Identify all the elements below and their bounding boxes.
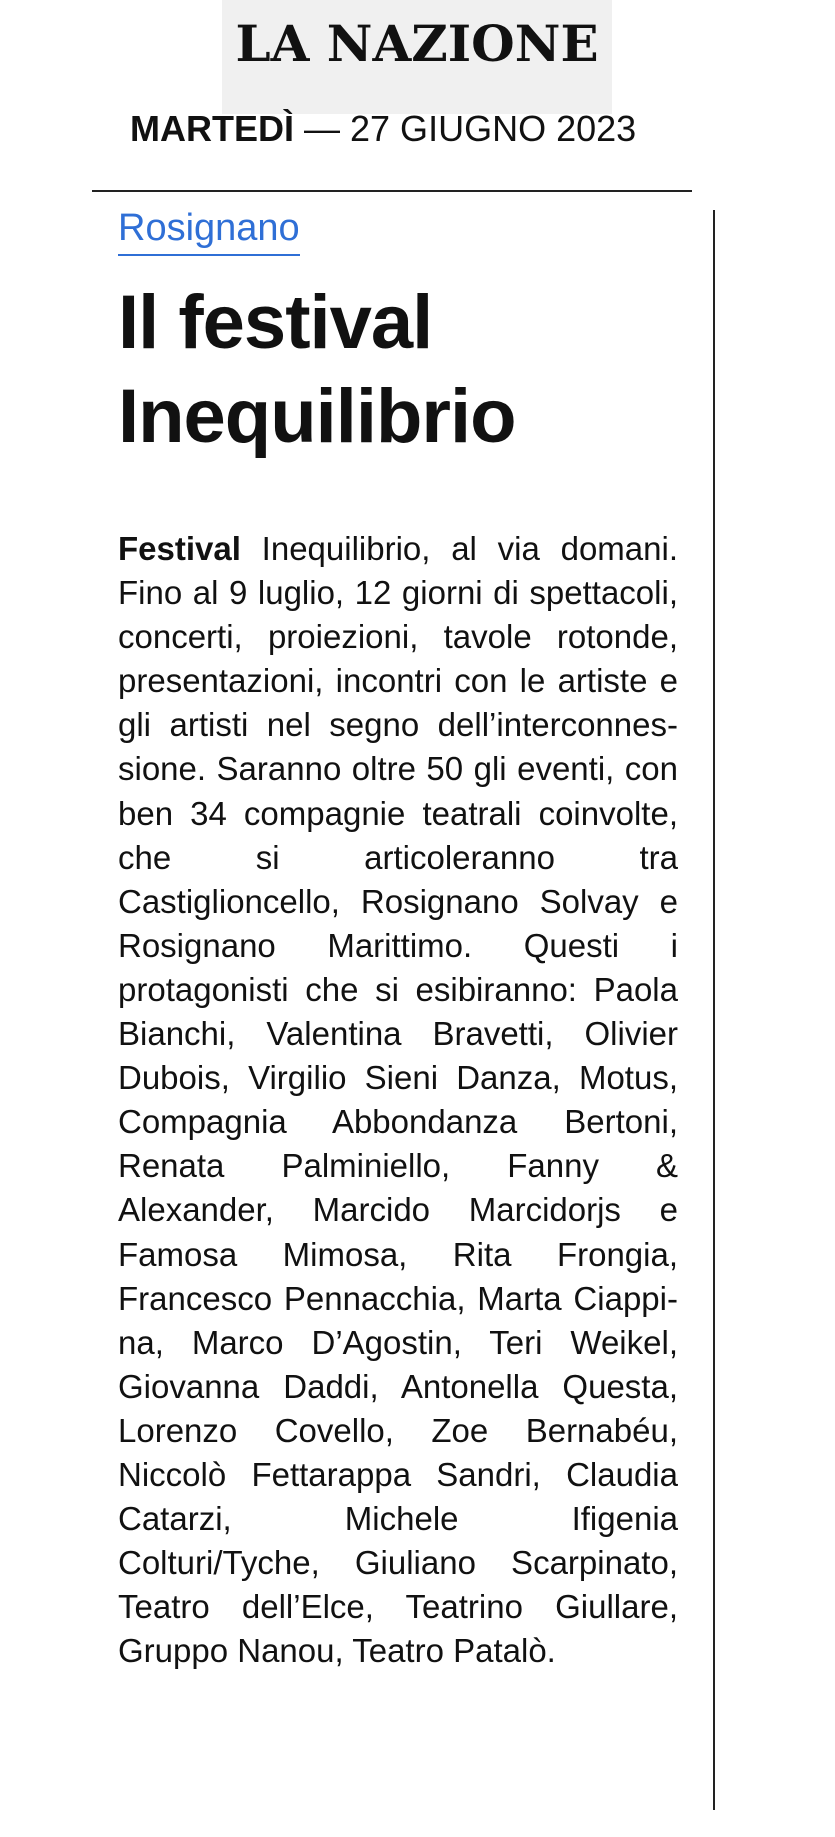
article-body <box>118 527 678 1673</box>
headline-line-1: Il festival <box>118 280 433 365</box>
headline-line-2: Inequilibrio <box>118 374 516 459</box>
dateline <box>130 104 690 154</box>
column-divider <box>713 210 715 1810</box>
dateline-day: MARTEDÌ <box>130 108 294 149</box>
article-body-text: Inequilibrio, al via domani. Fino al 9 luglio, 12 giorni di spettacoli, concerti, proiezioni, tavole rotonde, presentazioni, incontri con le artiste e gli artisti nel segno dell’interconnessione. Saranno oltre 50 gli eventi, con ben 34 compagnie teatrali coinvolte, che si articoleranno tra Castiglioncello, Rosignano Solvay e Rosignano Marittimo. Questi i protagonisti che si esibiranno: Paola Bianchi, Valentina Bravetti, Olivier Dubois, Virgilio Sieni Danza, Motus, Compagnia Abbondanza Bertoni, Renata Palminiello, Fanny & Alexander, Marcido Marcidorjs e Famosa Mimosa, Rita Frongia, Francesco Pennacchia, Marta Ciappina, Marco D’Agostin, Teri Weikel, Giovanna Daddi, Antonella Questa, Lorenzo Covello, Zoe Bernabéu, Niccolò Fettarappa Sandri, Claudia Catarzi, Michele Ifigenia Colturi/Tyche, Giuliano Scarpinato, Teatro dell’Elce, Teatrino Giullare, Gruppo Nanou, Teatro Patalò. <box>118 530 678 1670</box>
dateline-date: 27 GIUGNO 2023 <box>350 108 637 149</box>
article-headline <box>118 276 708 464</box>
section-label: Rosignano <box>118 204 300 256</box>
dateline-separator: — <box>294 108 351 149</box>
article-lead-word: Festival <box>118 530 241 567</box>
newspaper-masthead: LA NAZIONE <box>235 14 599 73</box>
top-divider <box>92 190 692 192</box>
